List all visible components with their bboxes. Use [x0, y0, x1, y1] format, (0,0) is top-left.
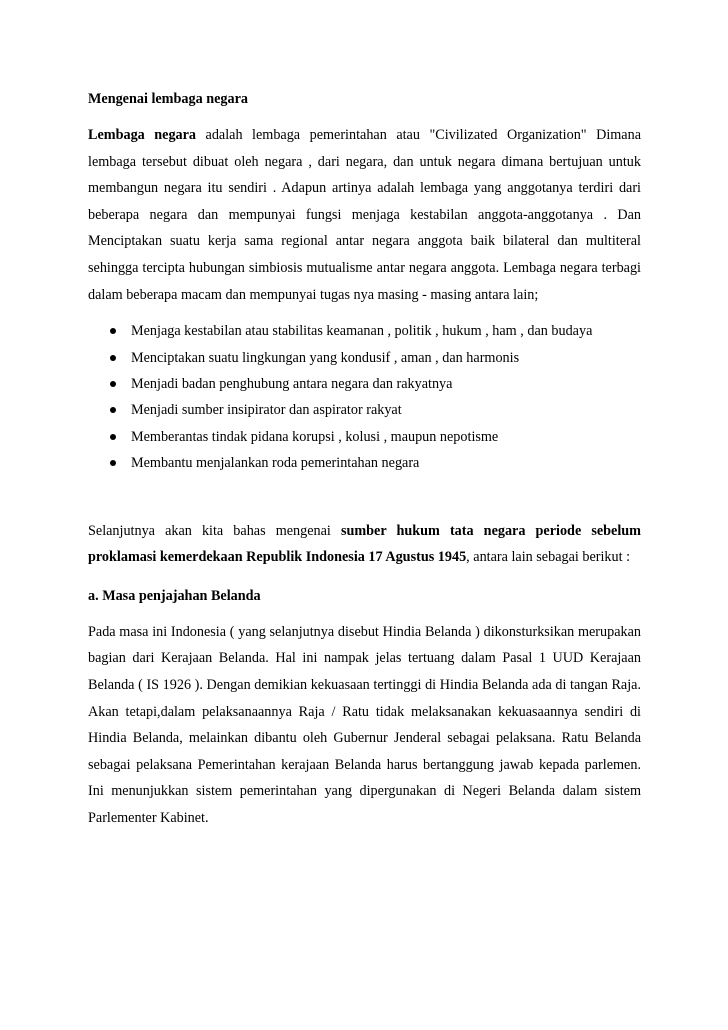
bullet-icon — [110, 460, 116, 466]
intro-text: adalah lembaga pemerintahan atau "Civilizated Organization" Dimana lembaga tersebut dibuat oleh negara , dari negara, dan untuk negara dimana bertujuan untuk membangun negara itu sendiri . Adapun artinya adalah lembaga yang anggotanya terdiri dari beberapa negara dan mempunyai fungsi menjaga kestabilan anggota-anggotanya . Dan Menciptakan suatu kerja sama regional antar negara anggota baik bilateral dan multiteral sehingga tercipta hubungan simbiosis mutualisme antar negara anggota. Lembaga negara terbagi dalam beberapa macam dan mempunyai tugas nya masing - masing antara lain; — [88, 127, 641, 303]
document-page — [88, 86, 641, 832]
intro-paragraph — [88, 122, 641, 308]
list-item — [88, 397, 641, 423]
bullet-icon — [110, 407, 116, 413]
bullet-icon — [110, 434, 116, 440]
list-item — [88, 424, 641, 450]
transition-text-before: Selanjutnya akan kita bahas mengenai — [88, 522, 341, 539]
list-item — [88, 345, 641, 371]
transition-paragraph — [88, 518, 641, 571]
document-title: Mengenai lembaga negara — [88, 91, 248, 107]
bullet-icon — [110, 328, 116, 334]
section-a-paragraph: Pada masa ini Indonesia ( yang selanjutnya disebut Hindia Belanda ) dikonsturksikan merupakan bagian dari Kerajaan Belanda. Hal ini nampak jelas tertuang dalam Pasal 1 UUD Kerajaan Belanda ( IS 1926 ). Dengan demikian kekuasaan tertinggi di Hindia Belanda ada di tangan Raja. Akan tetapi,dalam pelaksanaannya Raja / Ratu tidak melaksanakan kekuasaannya sendiri di Hindia Belanda, melainkan dibantu oleh Gubernur Jenderal sebagai pelaksana. Ratu Belanda sebagai pelaksana Pemerintahan kerajaan Belanda harus bertanggung jawab kepada parlemen. Ini menunjukkan sistem pemerintahan yang dipergunakan di Negeri Belanda dalam sistem Parlementer Kabinet. — [88, 623, 641, 826]
section-a-heading: a. Masa penjajahan Belanda — [88, 587, 261, 604]
bullet-icon — [110, 381, 116, 387]
bullet-icon — [110, 355, 116, 361]
list-item-text: Membantu menjalankan roda pemerintahan negara — [131, 455, 420, 472]
list-item-text: Menjadi sumber insipirator dan aspirator rakyat — [131, 402, 402, 419]
list-item-text: Memberantas tindak pidana korupsi , kolusi , maupun nepotisme — [131, 428, 499, 445]
list-item-text: Menciptakan suatu lingkungan yang kondusif , aman , dan harmonis — [131, 349, 520, 366]
list-item — [88, 318, 641, 344]
intro-term: Lembaga negara — [88, 127, 197, 143]
list-item — [88, 371, 641, 397]
list-item — [88, 450, 641, 476]
list-item-text: Menjadi badan penghubung antara negara dan rakyatnya — [131, 375, 453, 392]
list-item-text: Menjaga kestabilan atau stabilitas keamanan , politik , hukum , ham , dan budaya — [131, 323, 593, 340]
transition-text-bold: sumber hukum tata negara periode sebelum proklamasi kemerdekaan Republik Indonesia 17 Agustus 1945 — [88, 522, 641, 566]
task-list — [88, 318, 641, 476]
transition-text-after: , antara lain sebagai berikut : — [466, 549, 631, 566]
